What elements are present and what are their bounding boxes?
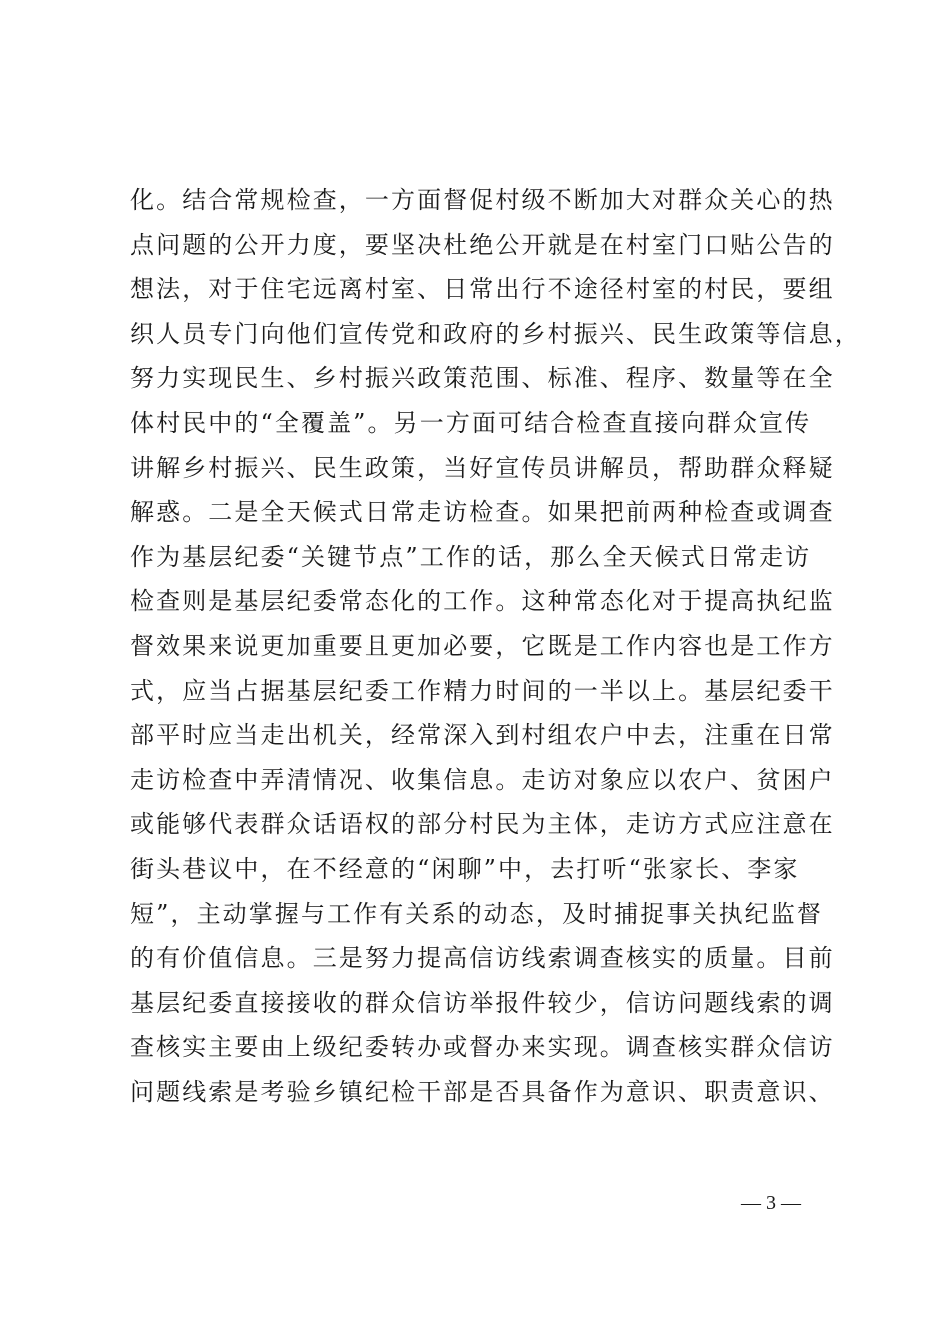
text-line: 查核实主要由上级纪委转办或督办来实现。调查核实群众信访 <box>130 1033 835 1062</box>
text-line: 织人员专门向他们宣传党和政府的乡村振兴、民生政策等信息， <box>130 319 861 348</box>
text-line: 街头巷议中，在不经意的“闲聊”中，去打听“张家长、李家 <box>130 854 800 883</box>
text-line: 走访检查中弄清情况、收集信息。走访对象应以农户、贫困户 <box>130 765 835 794</box>
text-line: 化。结合常规检查，一方面督促村级不断加大对群众关心的热 <box>130 186 835 214</box>
text-line: 想法，对于住宅远离村室、日常出行不途径村室的村民，要组 <box>130 275 835 304</box>
text-line: 努力实现民生、乡村振兴政策范围、标准、程序、数量等在全 <box>130 364 835 393</box>
text-line: 的有价值信息。三是努力提高信访线索调查核实的质量。目前 <box>130 944 835 973</box>
text-line: 基层纪委直接接收的群众信访举报件较少，信访问题线索的调 <box>130 988 835 1017</box>
text-line: 解惑。二是全天候式日常走访检查。如果把前两种检查或调查 <box>130 498 835 527</box>
text-line: 检查则是基层纪委常态化的工作。这种常态化对于提高执纪监 <box>130 587 835 616</box>
text-line: 作为基层纪委“关键节点”工作的话，那么全天候式日常走访 <box>130 542 812 571</box>
body-text <box>130 178 861 1114</box>
text-line: 或能够代表群众话语权的部分村民为主体，走访方式应注意在 <box>130 810 835 839</box>
text-line: 短”，主动掌握与工作有关系的动态，及时捕捉事关执纪监督 <box>130 899 823 928</box>
text-line: 督效果来说更加重要且更加必要，它既是工作内容也是工作方 <box>130 631 835 660</box>
text-line: 讲解乡村振兴、民生政策，当好宣传员讲解员，帮助群众释疑 <box>130 453 835 482</box>
page-number: — 3 — <box>741 1192 801 1214</box>
text-line: 问题线索是考验乡镇纪检干部是否具备作为意识、职责意识、 <box>130 1077 835 1106</box>
text-line: 体村民中的“全覆盖”。另一方面可结合检查直接向群众宣传 <box>130 408 812 437</box>
text-line: 部平时应当走出机关，经常深入到村组农户中去，注重在日常 <box>130 721 835 750</box>
text-line: 式，应当占据基层纪委工作精力时间的一半以上。基层纪委干 <box>130 676 835 705</box>
text-line: 点问题的公开力度，要坚决杜绝公开就是在村室门口贴公告的 <box>130 230 835 259</box>
